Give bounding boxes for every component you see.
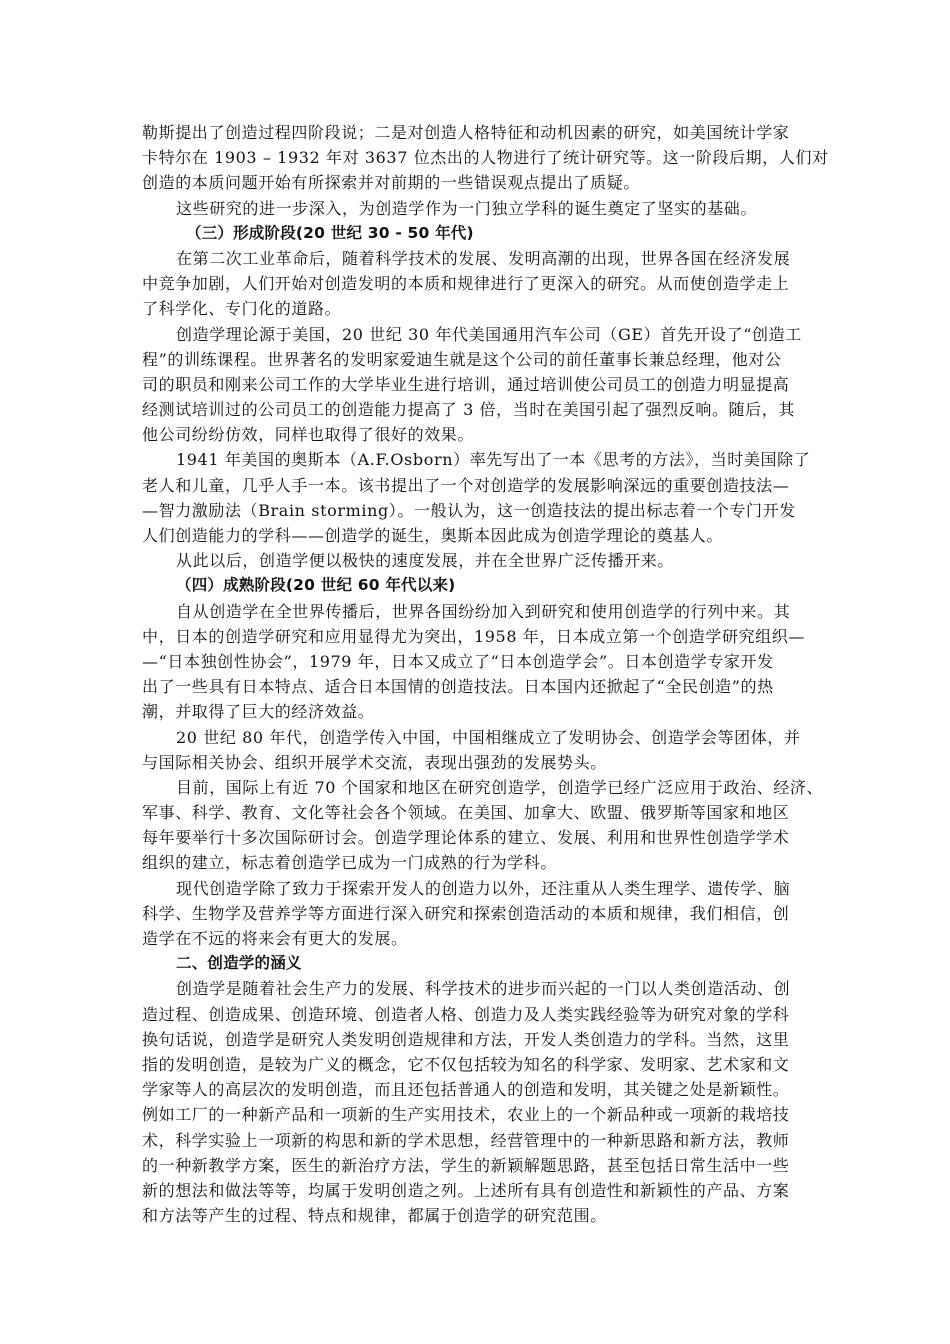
text-line: 现代创造学除了致力于探索开发人的创造力以外，还注重从人类生理学、遗传学、脑 [176,878,791,898]
text-line: 每年要举行十多次国际研讨会。创造学理论体系的建立、发展、利用和世界性创造学学术 [142,828,790,848]
text-line: 他公司纷纷仿效，同样也取得了很好的效果。 [142,425,475,445]
section-heading: （三）形成阶段(20 世纪 30 - 50 年代) [186,223,474,242]
text-line: 自从创造学在全世界传播后，世界各国纷纷加入到研究和使用创造学的行列中来。其 [176,601,791,621]
text-line: 司的职员和刚来公司工作的大学毕业生进行培训，通过培训使公司员工的创造力明显提高 [142,374,790,394]
text-line: 目前，国际上有近 70 个国家和地区在研究创造学，创造学已经广泛应用于政治、经济、 [176,777,824,797]
text-line: 中竞争加剧，人们开始对创造发明的本质和规律进行了更深入的研究。从而使创造学走上 [142,274,790,294]
text-line: 学家等人的高层次的发明创造，而且还包括普通人的创造和发明，其关键之处是新颖性。 [142,1080,790,1100]
text-line: 程”的训练课程。世界著名的发明家爱迪生就是这个公司的前任董事长兼总经理，他对公 [142,349,782,369]
text-line: 科学、生物学及营养学等方面进行深入研究和探索创造活动的本质和规律，我们相信，创 [142,903,790,923]
text-line: 造学在不远的将来会有更大的发展。 [142,929,408,948]
text-line: 中，日本的创造学研究和应用显得尤为突出，1958 年，日本成立第一个创造学研究组织— [142,626,806,646]
text-line: 指的发明创造，是较为广义的概念，它不仅包括较为知名的科学家、发明家、艺术家和文 [142,1054,790,1074]
text-line: 卡特尔在 1903 – 1932 年对 3637 位杰出的人物进行了统计研究等。这一阶段后期，人们对 [142,148,829,168]
text-line: 造过程、创造成果、创造环境、创造者人格、创造力及人类实践经验等为研究对象的学科 [142,1004,790,1024]
text-line: 新的想法和做法等等，均属于发明创造之列。上述所有具有创造性和新颖性的产品、方案 [142,1180,790,1200]
text-line: 与国际相关协会、组织开展学术交流，表现出强劲的发展势头。 [142,752,607,772]
text-line: 组织的建立，标志着创造学已成为一门成熟的行为学科。 [142,853,558,873]
text-line: 的一种新教学方案，医生的新治疗方法，学生的新颖解题思路，甚至包括日常生活中一些 [142,1155,790,1175]
text-line: 军事、科学、教育、文化等社会各个领域。在美国、加拿大、欧盟、俄罗斯等国家和地区 [142,803,790,823]
text-line: 勒斯提出了创造过程四阶段说；二是对创造人格特征和动机因素的研究，如美国统计学家 [142,123,790,142]
text-line: 了科学化、专门化的道路。 [142,299,342,319]
text-line: 创造学理论源于美国，20 世纪 30 年代美国通用汽车公司（GE）首先开设了“创造工 [176,324,802,344]
text-line: 在第二次工业革命后，随着科学技术的发展、发明高潮的出现，世界各国在经济发展 [176,248,791,268]
text-line: 创造的本质问题开始有所探索并对前期的一些错误观点提出了质疑。 [142,173,641,193]
text-line: 20 世纪 80 年代，创造学传入中国，中国相继成立了发明协会、创造学会等团体，并 [176,727,801,747]
text-line: 从此以后，创造学便以极快的速度发展，并在全世界广泛传播开来。 [176,551,675,571]
text-line: 术，科学实验上一项新的构思和新的学术思想，经营管理中的一种新思路和新方法，教师 [142,1130,790,1150]
text-line: 例如工厂的一种新产品和一项新的生产实用技术，农业上的一个新品种或一项新的栽培技 [142,1105,790,1125]
text-line: 和方法等产生的过程、特点和规律，都属于创造学的研究范围。 [142,1206,607,1226]
document-page [142,120,829,1228]
text-line: 这些研究的进一步深入，为创造学作为一门独立学科的诞生奠定了坚实的基础。 [176,198,758,218]
text-line: 创造学是随着社会生产力的发展、科学技术的进步而兴起的一门以人类创造活动、创 [176,979,791,999]
text-line: 老人和儿童，几乎人手一本。该书提出了一个对创造学的发展影响深远的重要创造技法— [142,475,790,495]
text-line: 人们创造能力的学科——创造学的诞生，奥斯本因此成为创造学理论的奠基人。 [142,526,724,545]
section-heading: 二、创造学的涵义 [176,954,302,973]
text-line: 潮，并取得了巨大的经济效益。 [142,702,375,722]
text-line: —“日本独创性协会”，1979 年，日本又成立了“日本创造学会”。日本创造学专家开发 [142,651,774,671]
text-line: 换句话说，创造学是研究人类发明创造规律和方法，开发人类创造力的学科。当然，这里 [142,1029,790,1049]
text-line: —智力激励法（Brain storming）。一般认为，这一创造技法的提出标志着一个专门开发 [142,500,796,520]
section-heading: （四）成熟阶段(20 世纪 60 年代以来) [176,576,456,595]
text-line: 1941 年美国的奥斯本（A.F.Osborn）率先写出了一本《思考的方法》，当时美国除了 [176,450,811,470]
text-line: 出了一些具有日本特点、适合日本国情的创造技法。日本国内还掀起了“全民创造”的热 [142,677,774,697]
text-line: 经测试培训过的公司员工的创造能力提高了 3 倍，当时在美国引起了强烈反响。随后，其 [142,400,795,420]
